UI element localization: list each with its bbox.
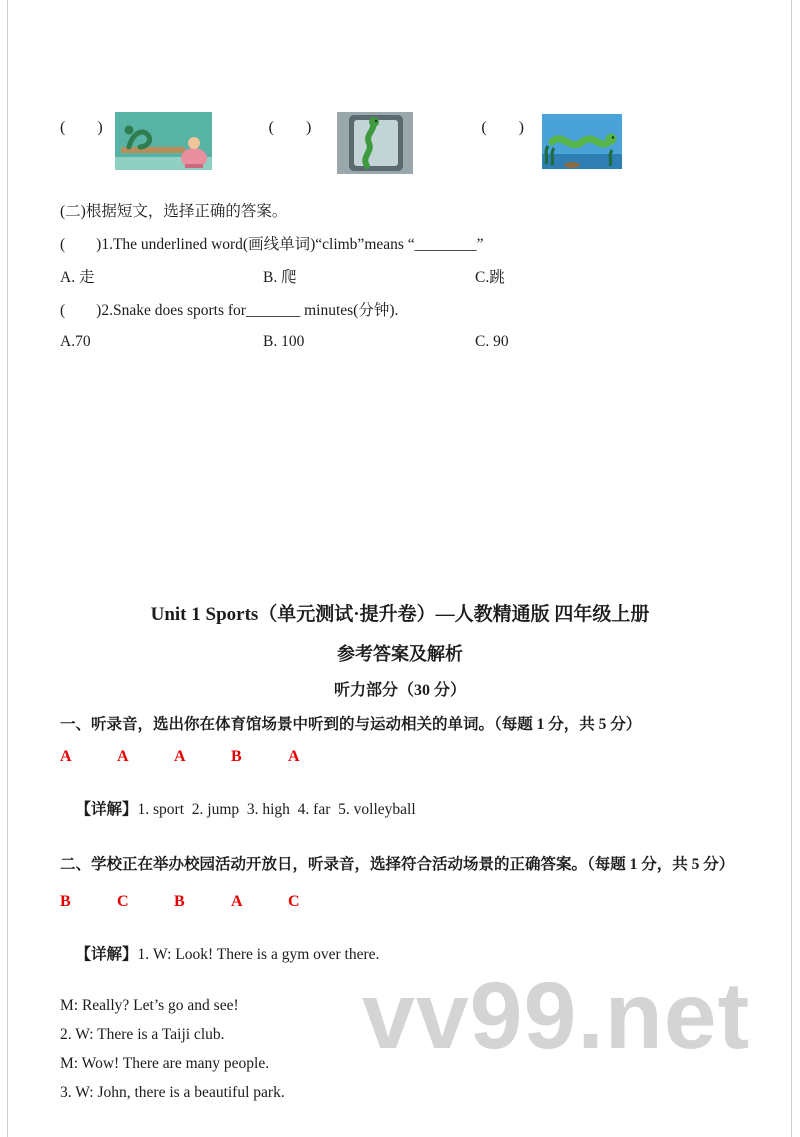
section-1-answer-2: A — [117, 748, 129, 765]
question-2-stem: ( )2.Snake does sports for_______ minutes(分钟). — [60, 302, 399, 319]
question-2-option-a: A.70 — [60, 333, 91, 350]
answer-bracket-2: ( ) — [268, 119, 312, 136]
answer-bracket-3: ( ) — [481, 119, 525, 136]
section-2-answers — [60, 891, 740, 913]
answer-bracket-1: ( ) — [60, 119, 103, 136]
section-1-answer-4: B — [231, 748, 242, 765]
detail-label: 【详解】 — [75, 801, 138, 818]
section-2-detail-line-3: 2. W: There is a Taiji club. — [60, 1026, 225, 1043]
question-2-options — [60, 331, 740, 353]
question-2-option-c: C. 90 — [475, 333, 509, 350]
section-1-answer-1: A — [60, 748, 72, 765]
section-1-heading: 一、听录音，选出你在体育馆场景中听到的与运动相关的单词。（每题 1 分，共 5 分） — [60, 716, 642, 733]
answer-key-subtitle: 参考答案及解析 — [337, 644, 463, 664]
reading-section-title: (二)根据短文，选择正确的答案。 — [60, 203, 288, 220]
section-1-answer-3: A — [174, 748, 186, 765]
snake-beam-image — [115, 112, 212, 175]
answer-key-title: Unit 1 Sports（单元测试·提升卷）—人教精通版 四年级上册 — [150, 604, 650, 625]
section-2-heading: 二、学校正在举办校园活动开放日，听录音，选择符合活动场景的正确答案。（每题 1 分，共 5 分） — [60, 856, 735, 873]
section-1-detail-text: 1. sport 2. jump 3. high 4. far 5. volleyball — [137, 801, 416, 818]
watermark: vv99.net — [362, 963, 751, 1069]
snake-water-image — [542, 114, 622, 174]
section-2-answer-4: A — [231, 893, 243, 910]
snake-mirror-image — [337, 112, 413, 179]
question-2-option-b: B. 100 — [263, 333, 305, 350]
question-1-options — [60, 267, 740, 289]
section-2-detail-text-1: 1. W: Look! There is a gym over there. — [137, 946, 380, 963]
section-1-detail — [60, 777, 740, 843]
question-1-stem: ( )1.The underlined word(画线单词)“climb”means “________” — [60, 236, 484, 253]
section-2-answer-3: B — [174, 893, 185, 910]
section-2-detail-line-5: 3. W: John, there is a beautiful park. — [60, 1084, 285, 1101]
section-1-answer-5: A — [288, 748, 300, 765]
section-2-answer-1: B — [60, 893, 71, 910]
section-2-answer-5: C — [288, 893, 300, 910]
question-1-option-a: A. 走 — [60, 269, 95, 286]
section-2-answer-2: C — [117, 893, 129, 910]
section-2-detail-line-4: M: Wow! There are many people. — [60, 1055, 270, 1072]
question-1-option-b: B. 爬 — [263, 269, 297, 286]
section-2-detail-line-1 — [60, 922, 740, 988]
question-1-option-c: C.跳 — [475, 269, 505, 286]
detail-label: 【详解】 — [75, 946, 138, 963]
section-2-detail-line-2: M: Really? Let’s go and see! — [60, 997, 239, 1014]
section-1-answers — [60, 746, 740, 768]
picture-question-row — [60, 0, 740, 179]
listening-part-heading: 听力部分（30 分） — [333, 682, 466, 699]
